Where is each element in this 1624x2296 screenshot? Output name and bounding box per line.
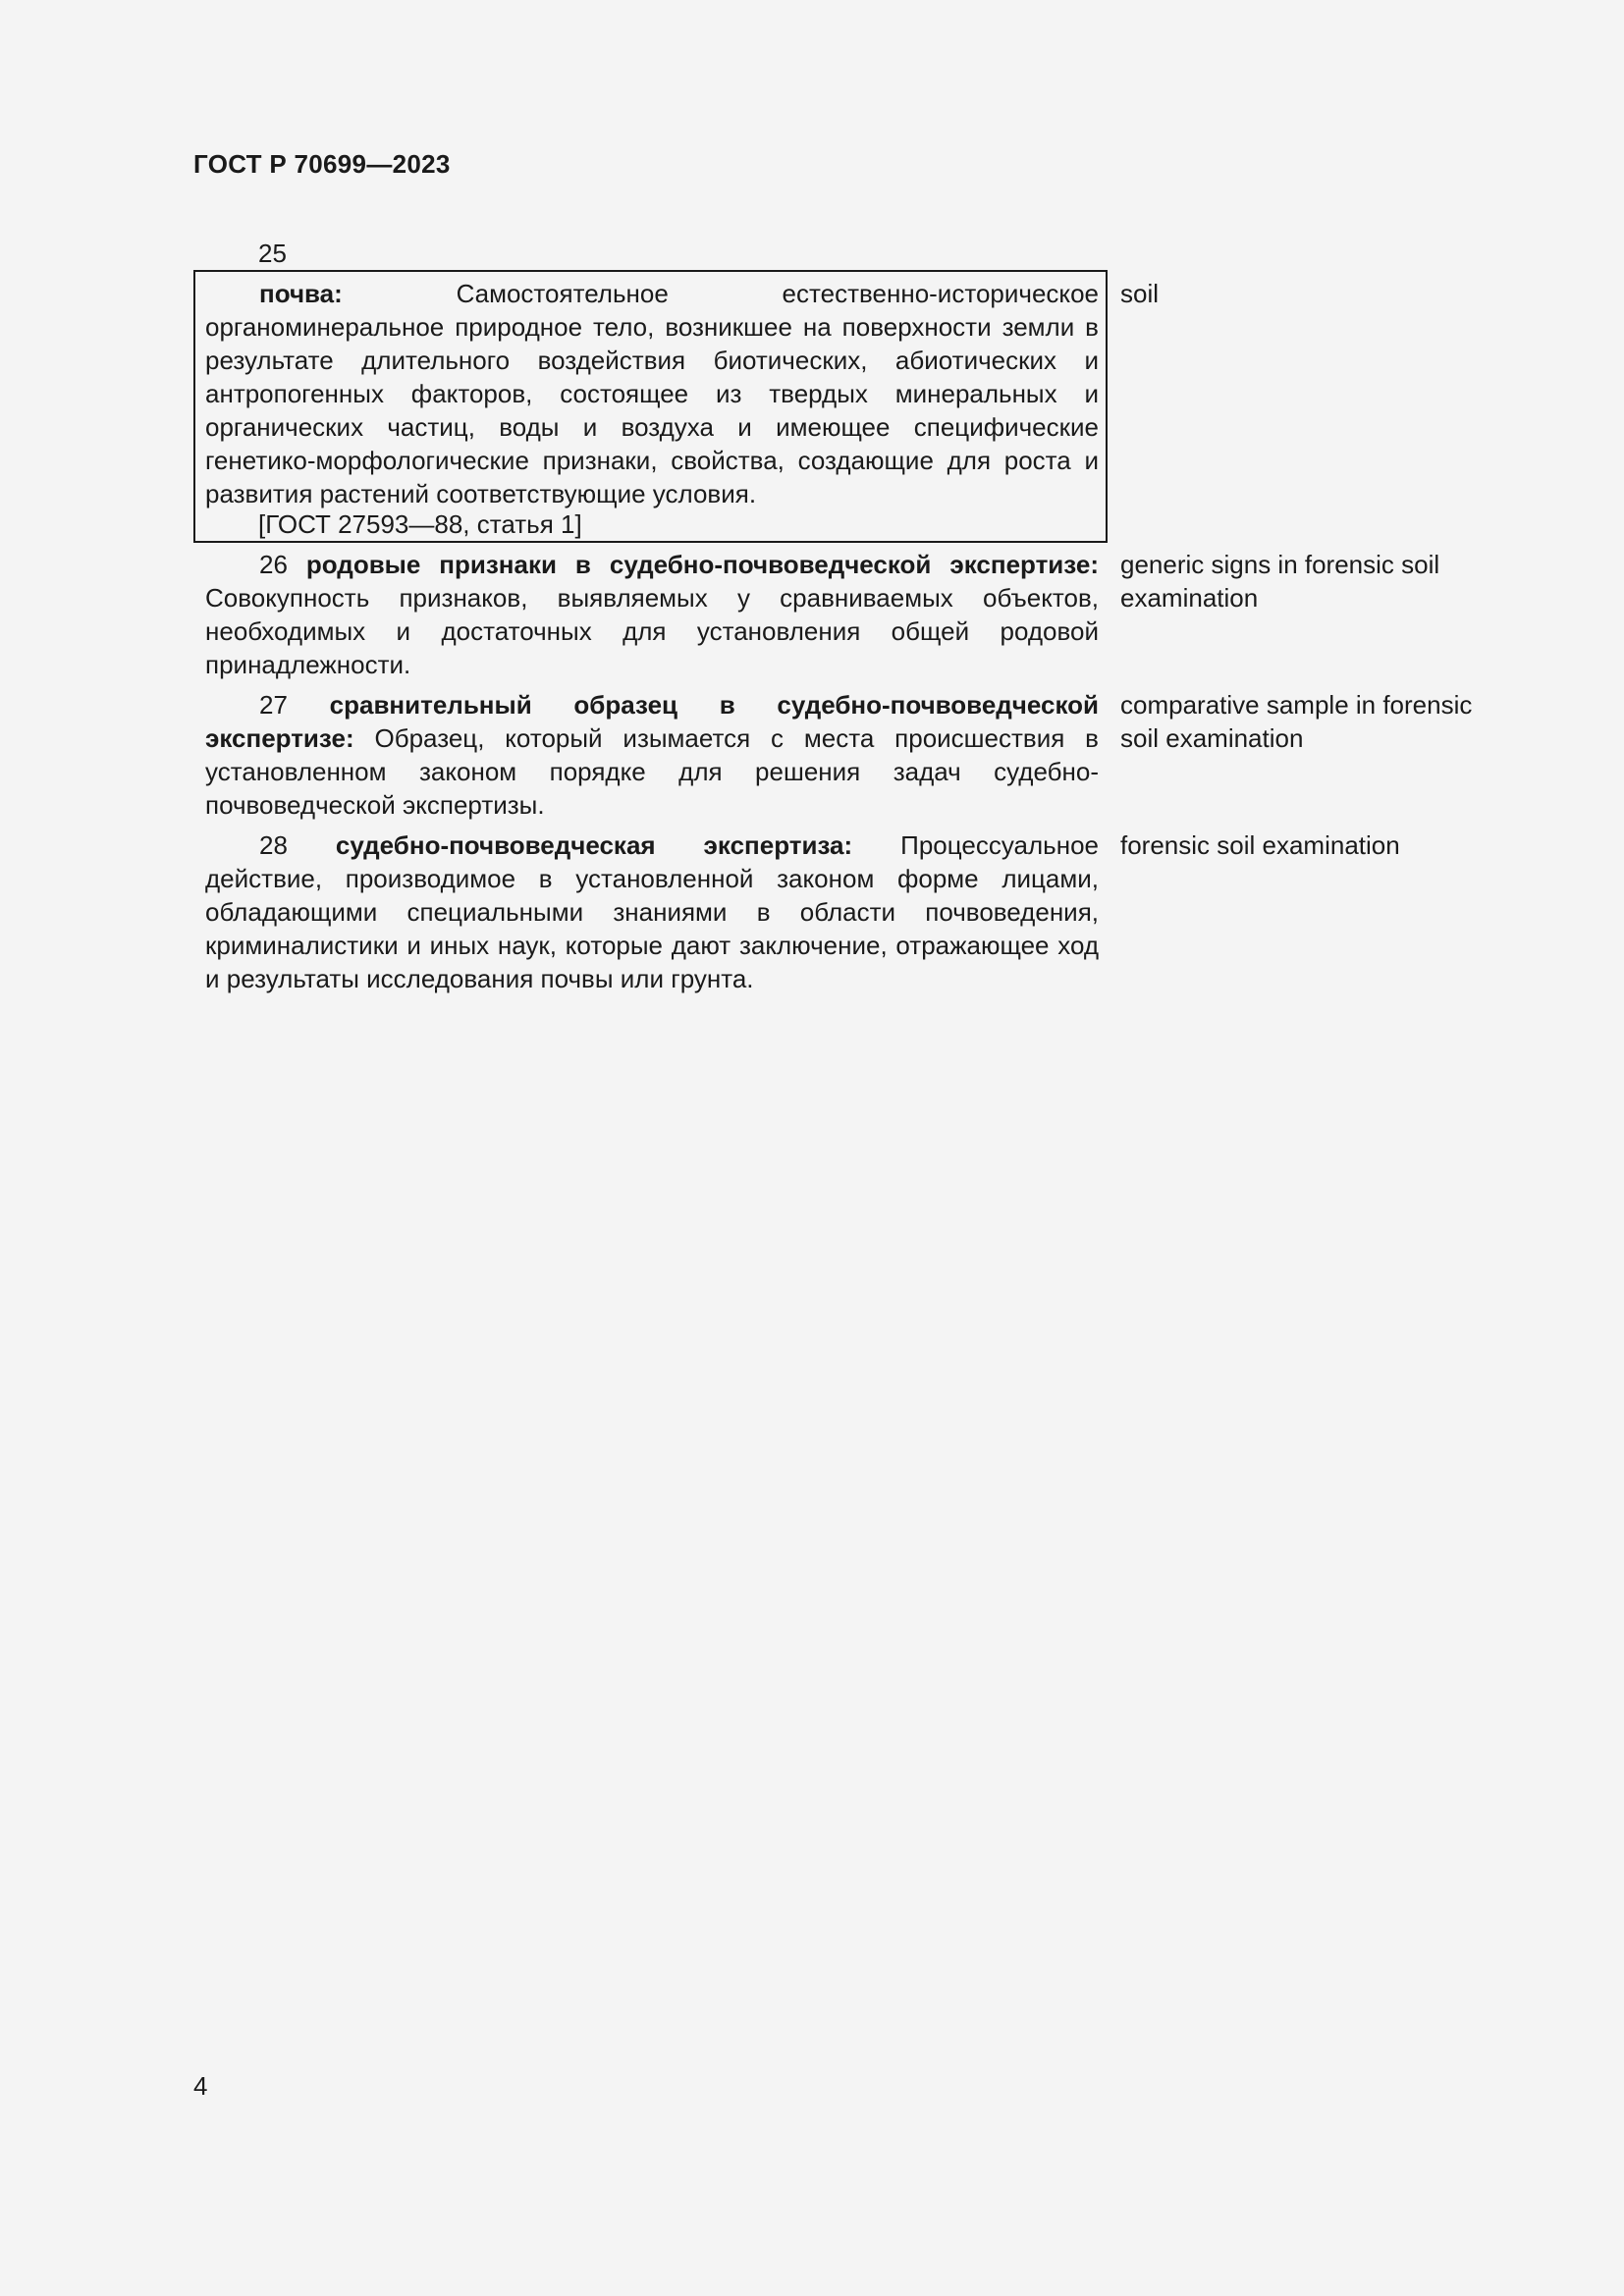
term-name: родовые признаки в судебно-почвоведческой экспертизе:	[305, 550, 1099, 579]
term-number: 28	[259, 830, 288, 860]
term-english: generic signs in forensic soil examination	[1120, 550, 1440, 613]
term-name: сравнительный образец в судебно-почвоведческой экспертизе:	[205, 690, 1099, 753]
term-number: 26	[259, 550, 288, 579]
term-name: судебно-почвоведческая экспертиза:	[335, 830, 853, 860]
document-header: ГОСТ Р 70699—2023	[193, 149, 451, 179]
term-number: 25	[258, 239, 287, 268]
term-definition-text: Образец, который изымается с места происшествия в установленном законом порядке для решения задач судебно-почвоведческой экспертизы.	[205, 723, 1099, 820]
term-definition-text: Процессуальное действие, производимое в установленной законом форме лицами, обладающими специальными знаниями в области почвоведения, криминалистики и иных наук, которые дают заключение, отражающее ход и результаты исследования почвы или грунта.	[205, 830, 1099, 993]
term-english: forensic soil examination	[1120, 830, 1400, 860]
term-definition	[205, 828, 1099, 995]
term-source: [ГОСТ 27593—88, статья 1]	[258, 509, 582, 539]
page-number: 4	[193, 2071, 208, 2101]
term-english: soil	[1120, 279, 1160, 308]
term-definition	[205, 548, 1099, 681]
term-definition-text: Самостоятельное естественно-историческое органоминеральное природное тело, возникшее на поверхности земли в результате длительного воздействия биотических, абиотических и антропогенных факторов, состоящее из твердых минеральных и органических частиц, воды и воздуха и имеющее специфические генетико-морфологические признаки, свойства, создающие для роста и развития растений соответствующие условия.	[205, 279, 1099, 508]
term-name: почва:	[259, 279, 343, 308]
term-definition-text: Совокупность признаков, выявляемых у сравниваемых объектов, необходимых и достаточных для установления общей родовой принадлежности.	[205, 583, 1099, 679]
term-definition	[205, 277, 1099, 510]
term-definition	[205, 688, 1099, 822]
term-english: comparative sample in forensic soil examination	[1120, 690, 1473, 753]
term-number: 27	[259, 690, 288, 720]
